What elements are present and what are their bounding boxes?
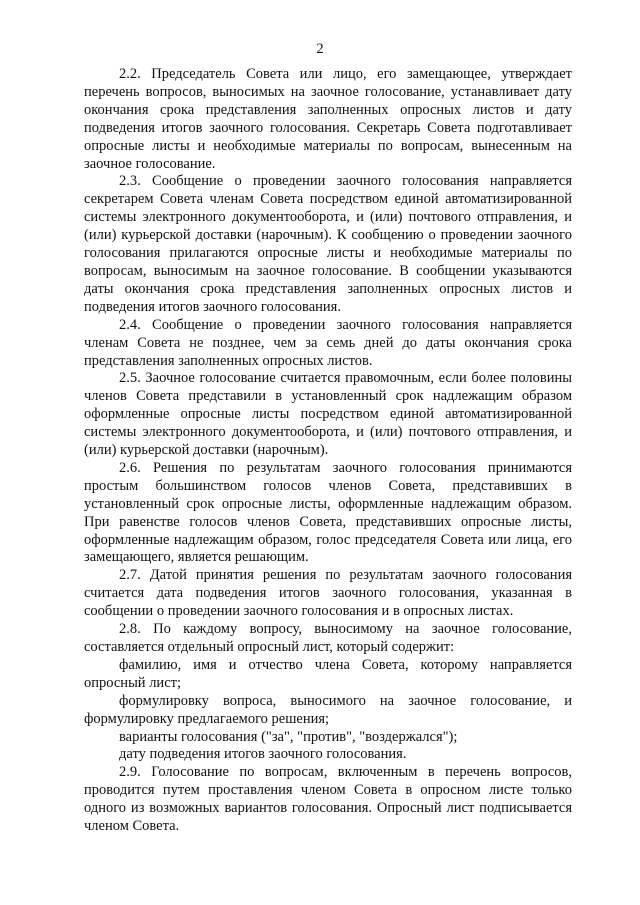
page-number: 2	[316, 41, 324, 57]
list-item-question-wording: формулировку вопроса, выносимого на заочное голосование, и формулировку предлагаемого решения;	[84, 692, 572, 727]
paragraph-2-9: 2.9. Голосование по вопросам, включенным в перечень вопросов, проводится путем проставления членом Совета в опросном листе только одного из возможных вариантов голосования. Опросный лист подписывается членом Совета.	[84, 764, 572, 835]
paragraph-2-3: 2.3. Сообщение о проведении заочного голосования направляется секретарем Совета членам Совета посредством единой автоматизированной системы электронного документооборота, и (или) почтового отправления, и (или) курьерской доставки (нарочным). К сообщению о проведении заочного голосования прилагаются опросные листы и необходимые материалы по вопросам, выносимым на заочное голосование. В сообщении указываются даты окончания срока представления заполненных опросных листов и подведения итогов заочного голосования.	[84, 173, 572, 315]
document-body	[84, 66, 572, 836]
paragraph-2-4: 2.4. Сообщение о проведении заочного голосования направляется членам Совета не позднее, чем за семь дней до даты окончания срока представления заполненных опросных листов.	[84, 316, 572, 369]
paragraph-2-5: 2.5. Заочное голосование считается правомочным, если более половины членов Совета представили в установленный срок надлежащим образом оформленные опросные листы посредством единой автоматизированной системы электронного документооборота, и (или) почтового отправления, и (или) курьерской доставки (нарочным).	[84, 370, 572, 459]
paragraph-2-7: 2.7. Датой принятия решения по результатам заочного голосования считается дата подведения итогов заочного голосования, указанная в сообщении о проведении заочного голосования и в опросных листах.	[84, 567, 572, 620]
list-item-member-name: фамилию, имя и отчество члена Совета, которому направляется опросный лист;	[84, 656, 572, 691]
list-item-results-date: дату подведения итогов заочного голосования.	[119, 746, 407, 763]
paragraph-2-8: 2.8. По каждому вопросу, выносимому на заочное голосование, составляется отдельный опросный лист, который содержит:	[84, 621, 572, 655]
list-item-voting-options: варианты голосования ("за", "против", "воздержался");	[119, 728, 458, 745]
paragraph-2-2: 2.2. Председатель Совета или лицо, его замещающее, утверждает перечень вопросов, выносимых на заочное голосование, устанавливает дату окончания срока представления заполненных опросных листов и дату подведения итогов заочного голосования. Секретарь Совета подготавливает опросные листы и необходимые материалы по вопросам, вынесенным на заочное голосование.	[84, 66, 572, 172]
paragraph-2-6: 2.6. Решения по результатам заочного голосования принимаются простым большинством голосов членов Совета, представивших в установленный срок опросные листы, оформленные надлежащим образом. При равенстве голосов членов Совета, представивших опросные листы, оформленные надлежащим образом, голос председателя Совета или лица, его замещающего, является решающим.	[84, 459, 572, 566]
